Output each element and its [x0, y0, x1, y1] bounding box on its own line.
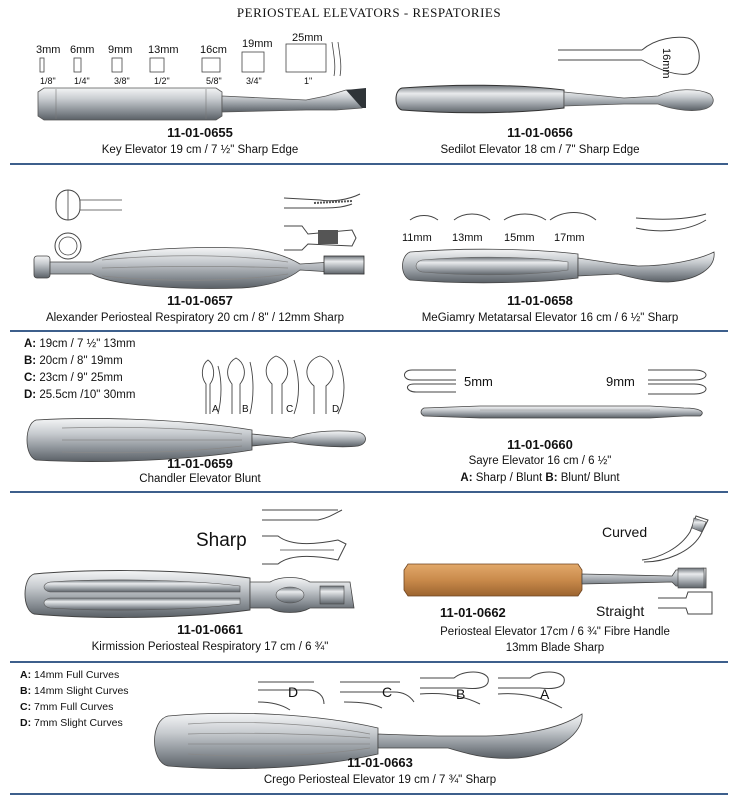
tip-width-label: 16mm	[660, 48, 672, 79]
sayre-tip-5mm	[400, 366, 460, 396]
key-elevator-image	[36, 86, 376, 126]
edge-label-sharp: Sharp	[196, 530, 247, 551]
tip-letter-c: C	[286, 404, 294, 415]
option-b: B: 20cm / 8" 19mm	[24, 355, 123, 367]
page-title: PERIOSTEAL ELEVATORS - RESPATORIES	[236, 5, 502, 20]
product-description: Kirmission Periosteal Respiratory 17 cm / 6 ¾"	[91, 641, 329, 653]
option-c: C: 23cm / 9" 25mm	[24, 372, 123, 384]
size-label-9mm: 9mm	[108, 44, 133, 56]
curved-tip-diagram	[640, 512, 710, 562]
sedilot-tip-diagram	[556, 34, 716, 78]
chandler-tip-diagrams	[196, 356, 366, 416]
sedilot-elevator-image	[394, 82, 724, 122]
product-description: MeGiamry Metatarsal Elevator 16 cm / 6 ½" Sharp	[421, 312, 679, 324]
fraction-1-4: 1/4"	[74, 76, 90, 86]
size-label-3mm: 3mm	[36, 44, 61, 56]
fraction-1-2: 1/2"	[154, 76, 170, 86]
option-c: C: 7mm Full Curves	[20, 701, 114, 713]
row-separator	[10, 491, 728, 493]
product-code: 11-01-0660	[507, 437, 573, 452]
product-description: Sayre Elevator 16 cm / 6 ½"	[468, 455, 612, 467]
crego-tip-diagrams	[254, 668, 584, 712]
size-label-9mm: 9mm	[606, 374, 635, 389]
row-separator	[10, 793, 728, 795]
tip-letter-d: D	[332, 404, 340, 415]
size-label-6mm: 6mm	[70, 44, 95, 56]
row-separator	[10, 163, 728, 165]
product-description: Crego Periosteal Elevator 19 cm / 7 ¾" Sharp	[263, 774, 497, 786]
fraction-3-8: 3/8"	[114, 76, 130, 86]
megiamry-elevator-image	[398, 248, 724, 292]
size-label-25mm: 25mm	[292, 32, 323, 44]
size-label-17mm: 17mm	[554, 232, 585, 244]
size-label-11mm: 11mm	[402, 232, 432, 244]
option-d: D: 25.5cm /10" 30mm	[24, 389, 136, 401]
product-code: 11-01-0658	[507, 293, 573, 308]
product-code: 11-01-0663	[347, 755, 413, 770]
product-code: 11-01-0656	[507, 125, 573, 140]
row-separator	[10, 661, 728, 663]
product-description: Alexander Periosteal Respiratory 20 cm / 8" / 12mm Sharp	[45, 312, 345, 324]
product-code: 11-01-0657	[167, 293, 233, 308]
sayre-tip-9mm	[644, 366, 714, 396]
product-description-line-2: 13mm Blade Sharp	[505, 642, 605, 654]
product-description: Key Elevator 19 cm / 7 ½" Sharp Edge	[101, 144, 299, 156]
option-b: B: 14mm Slight Curves	[20, 685, 129, 697]
size-label-15mm: 15mm	[504, 232, 535, 244]
option-a: A: 19cm / 7 ½" 13mm	[24, 338, 136, 350]
tip-letter-a: A	[212, 404, 219, 415]
fraction-1: 1"	[304, 76, 313, 86]
tip-letter-b: B	[456, 686, 466, 702]
product-code: 11-01-0662	[440, 605, 506, 620]
product-description: Periosteal Elevator 17cm / 6 ¾" Fibre Handle	[440, 626, 670, 638]
tip-letter-b: B	[242, 404, 249, 415]
size-label-16cm: 16cm	[200, 44, 227, 56]
kirmission-respiratory-image	[20, 568, 360, 622]
straight-label: Straight	[596, 603, 645, 619]
size-label-13mm: 13mm	[452, 232, 483, 244]
product-code: 11-01-0661	[177, 622, 243, 637]
product-subdescription: A: Sharp / Blunt B: Blunt/ Blunt	[460, 472, 620, 484]
fraction-3-4: 3/4"	[246, 76, 262, 86]
curved-label: Curved	[602, 524, 648, 540]
product-description: Chandler Elevator Blunt	[139, 473, 261, 485]
product-description: Sedilot Elevator 18 cm / 7" Sharp Edge	[440, 144, 640, 156]
size-label-13mm: 13mm	[148, 44, 179, 56]
tip-letter-a: A	[540, 686, 550, 702]
alexander-respiratory-image	[32, 238, 372, 298]
row-separator	[10, 330, 728, 332]
option-d: D: 7mm Slight Curves	[20, 717, 123, 729]
kirmission-tip-diagrams	[258, 506, 358, 566]
fraction-1-8: 1/8"	[40, 76, 56, 86]
product-code: 11-01-0655	[167, 125, 233, 140]
product-code: 11-01-0659	[167, 456, 233, 471]
sayre-elevator-image	[420, 402, 710, 422]
size-label-19mm: 19mm	[242, 38, 273, 50]
straight-tip-diagram	[656, 590, 716, 620]
fraction-5-8: 5/8"	[206, 76, 222, 86]
size-label-5mm: 5mm	[464, 374, 493, 389]
option-a: A: 14mm Full Curves	[20, 669, 120, 681]
tip-letter-c: C	[382, 684, 393, 700]
tip-letter-d: D	[288, 684, 299, 700]
